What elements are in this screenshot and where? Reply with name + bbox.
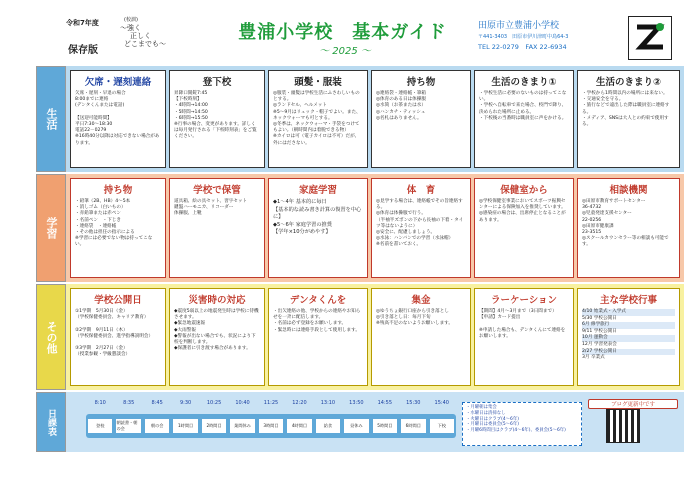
card-open-days <box>70 288 166 386</box>
card-body: 道具箱、絵の具セット、習字セット 鍵盤ハーモニカ、リコーダー 体操服、上靴 <box>174 199 248 217</box>
school-name: 田原市立豊浦小学校 <box>478 21 560 31</box>
schedule-block: 1時間目 <box>172 418 198 434</box>
schedule-block: 2時間目 <box>201 418 227 434</box>
card-title: 頭髪・服装 <box>294 77 342 88</box>
card-home-study <box>268 178 368 278</box>
card-body: ◎連絡袋・連絡帳・筆箱 ◎体育のある日は体操服 ◎水筒（お茶または水） ◎ハンカチ・ティッシュ ◎名札はありません。 <box>376 91 426 121</box>
event-item: 4/10 始業式・入学式 <box>582 309 675 316</box>
schedule-time: 9:30 <box>179 400 192 406</box>
card-title: デンタくんを <box>289 295 347 306</box>
schedule-time: 14:55 <box>377 400 393 406</box>
card-body: ◆1～4年 基本的に毎日 【基本的な読み書き計算の復習を中心に】 ◆5～6年 家庭学習の推奨 【学年×10分がめやす】 <box>273 199 362 235</box>
event-item: 10月 運動会 <box>582 335 675 342</box>
row-label-gakushu: 学習 <box>36 174 66 282</box>
schedule-block: 昼休み <box>343 418 369 434</box>
schedule-time: 13:10 <box>320 400 336 406</box>
schedule-time: 8:10 <box>94 400 106 406</box>
card-consultation <box>577 178 680 278</box>
schedule-block: 給食 <box>315 418 341 434</box>
card-lacation <box>474 288 574 386</box>
card-body: ◎田原市教育サポートセンター 36-4732 ◎児童発達支援センター 22-0256 ◎田原市健康課 23-3515 ◎スクールカウンセラー等の相談も可能です。 <box>582 199 669 248</box>
card-title: 持ち物 <box>103 185 133 196</box>
card-body: ・鉛筆（2B、HB）4～5本 ・消しゴム（白いもの） ・赤鉛筆または赤ペン ・名前ペン ・下じき ・連絡袋 ・連絡帳 ・その他は担任の指示による ※学習には必要でない物は持ってこない。 <box>75 199 153 248</box>
card-title: 保健室から <box>500 185 548 196</box>
row-label-nikka: 日課表 <box>36 392 66 452</box>
school-address: 〒441-3403 田原市伊川津町中島64-3 <box>478 34 569 40</box>
edition-label: 保存版 <box>68 45 98 56</box>
card-title: 学校公開日 <box>94 295 142 306</box>
card-body: ◎見学する場合は、連絡帳でその旨連絡する。 ◎体育は体操服で行う。 （半袖半ズボンの下から長袖の下着・タイツ等はないように） ◎安全に、配慮しましょう。 ◎水泳：ハンバンでの学習（水泳帽） ※名前を書いておく。 <box>376 199 464 248</box>
schedule-time: 15:30 <box>406 400 421 406</box>
card-body: ◎学校保健室事業においてスポーツ振興センターによる保険加入を推奨しています。 ◎感染症の場合は、出席停止となることがあります。 <box>479 199 566 223</box>
schedule-block: 3時間目 <box>258 418 284 434</box>
card-dentakun <box>268 288 368 386</box>
schedule-time: 15:40 <box>434 400 449 406</box>
schedule-time: 11:25 <box>263 400 279 406</box>
school-phone: TEL 22-0279 FAX 22-6934 <box>478 43 567 51</box>
school-info <box>478 18 620 58</box>
card-events <box>577 288 680 386</box>
card-title: 家庭学習 <box>298 185 337 196</box>
schedule-block: 業間休み <box>229 418 255 434</box>
schedule-time: 12:20 <box>292 400 307 406</box>
card-body: ・学校から1時間以内の場所には来ない。 ・交通安全を守る。 ・旅行などで遠出した際は職員室に連絡する。 ・メディア、SNSは大人との約束で使用する。 <box>582 91 670 128</box>
motto-caption: (校訓) <box>124 17 138 23</box>
card-payment <box>371 288 471 386</box>
schedule-block: 5時間目 <box>372 418 398 434</box>
card-rules-1 <box>474 70 574 168</box>
card-title: 体 育 <box>406 185 436 196</box>
card-disaster <box>169 288 265 386</box>
schedule-block: 6時間目 <box>400 418 426 434</box>
event-item: 6月 修学旅行 <box>582 322 675 329</box>
card-belongings <box>371 70 471 168</box>
schedule-time: 10:40 <box>235 400 250 406</box>
motto-line: 正しく <box>130 32 151 40</box>
card-title: 災害時の対応 <box>188 295 246 306</box>
card-title: 持ち物 <box>406 77 436 88</box>
event-item: 9/11 学校公開日 <box>582 328 617 334</box>
event-item: 5/30 学校公開日 <box>582 315 617 321</box>
qr-code-icon[interactable] <box>606 409 640 443</box>
card-body: ◎ゆうちょ銀行口座から引き落とし ◎引き落とし日：毎月下旬 ※残高不足のないようお願いします。 <box>376 309 453 327</box>
card-title: 主な学校行事 <box>599 295 657 306</box>
card-title: ラーケーション <box>490 295 558 306</box>
card-title: 学校で保管 <box>193 185 241 196</box>
card-title: 相談機関 <box>609 185 648 196</box>
card-title: 生活のきまり① <box>491 77 557 88</box>
schedule-time: 13:50 <box>349 400 364 406</box>
page-title: 豊浦小学校 基本ガイド <box>238 22 447 43</box>
card-study-items <box>70 178 166 278</box>
daily-schedule <box>86 400 456 446</box>
card-commute <box>169 70 265 168</box>
card-school-storage <box>169 178 265 278</box>
card-body: ◎服装・頭髪は学校生活にふさわしいものとする。 ◎ランドセル、ヘルメット ※5～9月はリュック・帽子でよい。また、ネックウォーマも可とする。 ◎冬季は、ネックウォーマ・手袋をつけてもよい。（朝時間内は着脱できる物） ※カイロは可（電子カイロは不可）だが、外にはださない。 <box>273 91 361 146</box>
card-title: 生活のきまり② <box>595 77 662 88</box>
school-motto <box>120 24 166 48</box>
motto-line: どこまでも～ <box>124 40 166 48</box>
card-body: ・学校生活に必要のないものは持ってこない。 ・学校へ自転車で来た場合、校門で降り、決められた場所に止める。 ・下校後の当番時は職員室に声をかける。 <box>479 91 567 121</box>
card-rules-2 <box>577 70 680 168</box>
card-body: 昇降口開錠7:45 【下校時刻】 ・4時間→14:00 ・5時間→14:50 ・6時間→15:50 ※行事の場合、変更があります。詳しくは毎月発行される「下校時刻表」をご覧ください。 <box>174 91 257 140</box>
card-pe <box>371 178 471 278</box>
schedule-block: 4時間目 <box>286 418 312 434</box>
schedule-block: 登校 <box>87 418 113 434</box>
event-item: 12月 学習発表会 <box>582 341 617 347</box>
schedule-block: 下校 <box>429 418 455 434</box>
card-body: ①1学期 5月30日（金） （学校保健委員会、キャリア教育） ②2学期 9月11日（木） （学校保健委員会、進学指導説明会） ③3学期 2月27日（金） （授業参観・学級懇談会） <box>75 309 154 358</box>
card-dress <box>268 70 368 168</box>
events-list <box>578 309 679 362</box>
row-label-sonota: その他 <box>36 284 66 390</box>
card-absence-contact <box>70 70 166 168</box>
page-subtitle: ～ 2025 ～ <box>319 46 371 57</box>
school-emblem-icon <box>628 16 672 60</box>
card-health-room <box>474 178 574 278</box>
card-body: 【期間】4月～3月まで（3日間まで） 【申請】カード提出 ※申請した場合も、デンタくんにて連絡をお願いします。 <box>479 309 566 339</box>
schedule-time: 8:45 <box>151 400 163 406</box>
header-left <box>62 16 212 58</box>
fiscal-year: 令和7年度 <box>66 19 99 27</box>
schedule-time: 8:35 <box>123 400 135 406</box>
blog-label[interactable]: ブログ更新中です <box>588 399 678 409</box>
card-body: 欠席・遅刻・早退の場合 8:00までに連絡 (デンタくんまたは電話) 【送迎可能時間】 平日7:30～18:30 電話22－0279 ※16時40分以降は対応できない場合があります。 <box>75 91 160 146</box>
schedule-time: 10:25 <box>206 400 222 406</box>
schedule-block: 朝読書・朝の会 <box>115 418 141 434</box>
schedule-notes: ・月曜朝は集会 ・水曜日は清掃なし ・火曜日はクラブ(4～6年) ・月曜日は委員会(5～6年) ・月曜6時間目はクラブ(4～6年)、委員会(5～6年) <box>462 402 582 446</box>
row-label-seikatsu: 生活 <box>36 66 66 172</box>
card-title: 登下校 <box>202 77 232 88</box>
card-body: ◆震度5弱以上の地震発生時は学校に待機させます。 ◆緊急地震速報 ◆大雨警報 ◆警報が出ない場合でも、状況により下校を判断します。 ◆保護者に引き渡す場合があります。 <box>174 309 259 352</box>
card-body: ・出欠連絡の他、学校からの連絡やお知らせを一斉に配信します。 ・名前は必ず登録をお願いします。 ・緊急時には連絡手段として使用します。 <box>273 309 361 333</box>
event-item: 2/27 学校公開日 <box>582 349 675 356</box>
schedule-block: 朝の会 <box>144 418 170 434</box>
card-title: 集金 <box>411 295 431 306</box>
card-title: 欠席・遅刻連絡 <box>84 77 152 88</box>
motto-line: ～強く <box>120 24 141 32</box>
event-item: 3月 卒業式 <box>582 355 605 361</box>
